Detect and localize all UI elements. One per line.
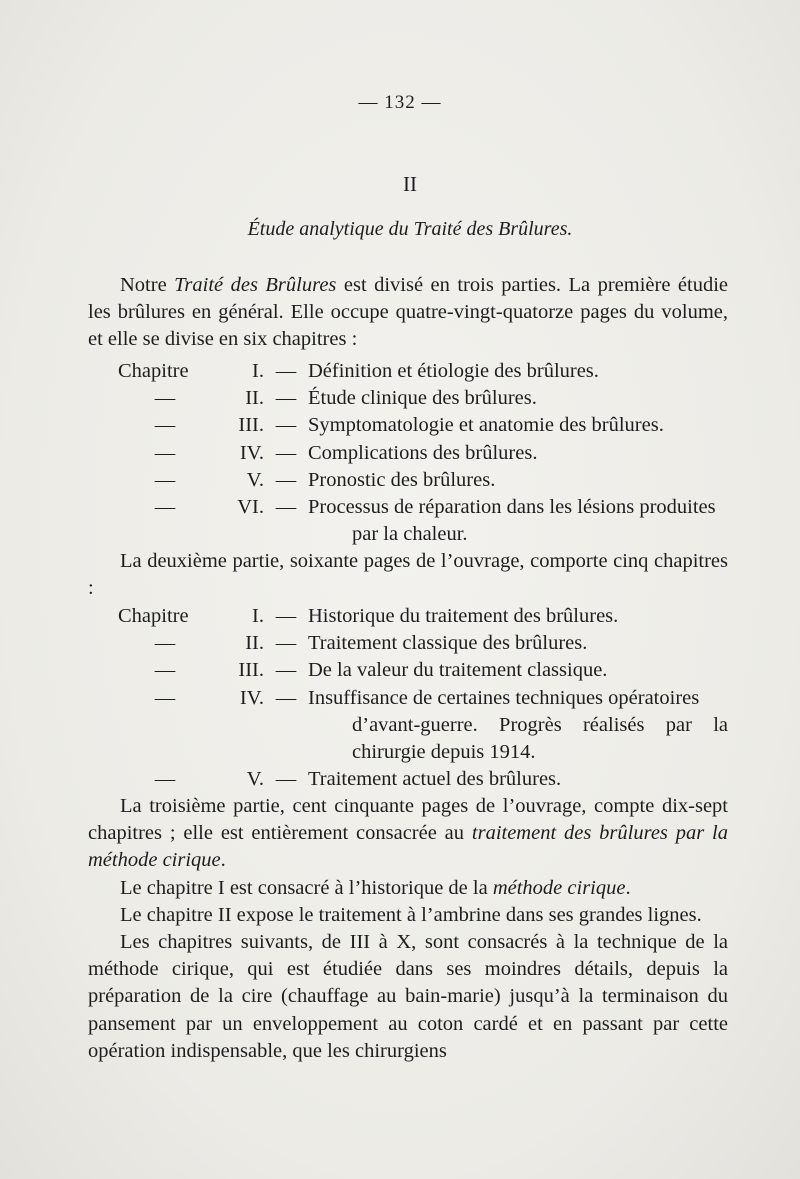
chapter-number: VI. — [237, 496, 264, 519]
chapter-title-text: Définition et étiologie des brûlures. — [308, 360, 599, 382]
chapter-title — [308, 494, 728, 548]
chapter-separator: — — [275, 414, 297, 437]
chapter-lead: Chapitre — [118, 360, 189, 382]
chapter-title — [308, 766, 728, 793]
chapter-title — [308, 385, 728, 412]
following-chapters-paragraph: Les chapitres suivants, de III à X, sont consacrés à la technique de la méthode cirique, qui est étudiée dans ses moindres détails, depuis la préparation de la cire (chauffage au bain-marie) jusqu’à la terminaison du pansement par un enveloppement au coton cardé et en passant par cette opération indispensable, que les chirurgiens — [88, 931, 728, 1062]
chapter-entry — [88, 630, 728, 657]
chapter-title-text: Traitement classique des brûlures. — [308, 632, 588, 655]
chapter-lead: Chapitre — [118, 605, 189, 627]
chapter-number: V. — [246, 768, 264, 791]
chapter-title — [308, 603, 728, 630]
chapter-entry — [88, 603, 728, 630]
chapter-separator: — — [275, 468, 297, 491]
page-number: — 132 — — [358, 92, 442, 113]
part3-tail: . — [220, 849, 226, 872]
chapter-number: IV. — [239, 686, 264, 709]
chapter-lead: — — [154, 496, 176, 519]
chapter-title — [308, 630, 728, 657]
chapter-title — [308, 685, 728, 767]
chapter-lead: — — [154, 387, 176, 410]
chapter-number: III. — [238, 414, 264, 437]
chapter-title-text: Symptomatologie et anatomie des brûlures. — [308, 414, 664, 437]
chapter-separator: — — [275, 387, 297, 410]
chapter-number: I. — [252, 360, 264, 382]
chapter1-tail: . — [625, 876, 631, 899]
chapter-title-text: Étude clinique des brûlures. — [308, 387, 537, 410]
intro-rest: est divisé en trois parties. La première étudie les brûlures en général. Elle occupe quatre-vingt-quatorze pages du volume, et elle se divise en six chapitres : — [88, 274, 728, 351]
chapter-title — [308, 657, 728, 684]
chapter-separator: — — [275, 632, 297, 655]
chapter-title-continuation: d’avant-guerre. Progrès réalisés par la chirurgie depuis 1914. — [352, 713, 728, 764]
chapter-title-text: Complications des brûlures. — [308, 441, 538, 464]
chapter-entry — [88, 657, 728, 684]
part2-chapter-list — [88, 603, 728, 793]
section-numeral: II — [403, 172, 417, 196]
chapter-separator: — — [275, 659, 297, 682]
chapter-entry — [88, 494, 728, 548]
section-title: Étude analytique du Traité des Brûlures. — [247, 218, 573, 240]
chapter-entry — [88, 385, 728, 412]
chapter-number: I. — [252, 605, 264, 627]
intro-paragraph — [88, 272, 728, 354]
part2-intro-paragraph — [88, 548, 728, 602]
chapter-separator: — — [275, 768, 297, 791]
part2-intro: La deuxième partie, soixante pages de l’ouvrage, comporte cinq chapitres : — [88, 550, 728, 600]
chapter2-paragraph: Le chapitre II expose le traitement à l’ambrine dans ses grandes lignes. — [120, 903, 702, 926]
chapter-separator: — — [275, 686, 297, 709]
chapter-title-text: Processus de réparation dans les lésions produites — [308, 496, 716, 519]
part3-lead: La troisième partie, cent cinquante pages de l’ouvrage, compte dix-sept chapitres ; elle est entièrement consacrée au — [88, 795, 728, 845]
chapter-title-continuation: par la chaleur. — [352, 523, 468, 546]
chapter-separator: — — [275, 605, 297, 627]
chapter-title-text: Historique du traitement des brûlures. — [308, 605, 619, 627]
chapter-title-text: Pronostic des brûlures. — [308, 468, 496, 491]
chapter-separator: — — [275, 496, 297, 519]
chapter-entry — [88, 467, 728, 494]
chapter-number: III. — [238, 659, 264, 682]
chapter1-paragraph — [88, 875, 728, 902]
body-continuation — [88, 793, 728, 1065]
chapter-entry — [88, 358, 728, 385]
chapter1-emphasis: méthode cirique — [492, 876, 626, 899]
chapter-title — [308, 358, 728, 385]
chapter-number: IV. — [239, 441, 264, 464]
chapter-separator: — — [275, 360, 297, 382]
chapter-entry — [88, 412, 728, 439]
chapter-title — [308, 467, 728, 494]
chapter-title-text: De la valeur du traitement classique. — [308, 659, 608, 682]
part3-emphasis: traitement des brûlures par la méthode cirique — [88, 822, 729, 872]
chapter-title — [308, 440, 728, 467]
chapter-lead: — — [154, 659, 176, 682]
chapter-title — [308, 412, 728, 439]
chapter-title-text: Insuffisance de certaines techniques opératoires — [308, 686, 700, 709]
chapter-number: II. — [245, 632, 264, 655]
book-title: Traité des Brûlures — [174, 274, 337, 296]
chapter-lead: — — [154, 468, 176, 491]
chapter-number: II. — [245, 387, 264, 410]
chapter1-lead: Le chapitre I est consacré à l’historique de la — [120, 876, 493, 899]
chapter-lead: — — [154, 441, 176, 464]
chapter-lead: — — [154, 686, 176, 709]
part1-chapter-list — [88, 358, 728, 548]
chapter-lead: — — [154, 632, 176, 655]
chapter-entry — [88, 766, 728, 793]
chapter-entry — [88, 440, 728, 467]
chapter-lead: — — [154, 414, 176, 437]
chapter-separator: — — [275, 441, 297, 464]
part3-paragraph — [88, 793, 728, 875]
chapter-lead: — — [154, 768, 176, 791]
chapter-number: V. — [246, 468, 264, 491]
chapter-title-text: Traitement actuel des brûlures. — [308, 768, 562, 791]
intro-lead: Notre — [120, 274, 175, 296]
chapter-entry — [88, 685, 728, 767]
